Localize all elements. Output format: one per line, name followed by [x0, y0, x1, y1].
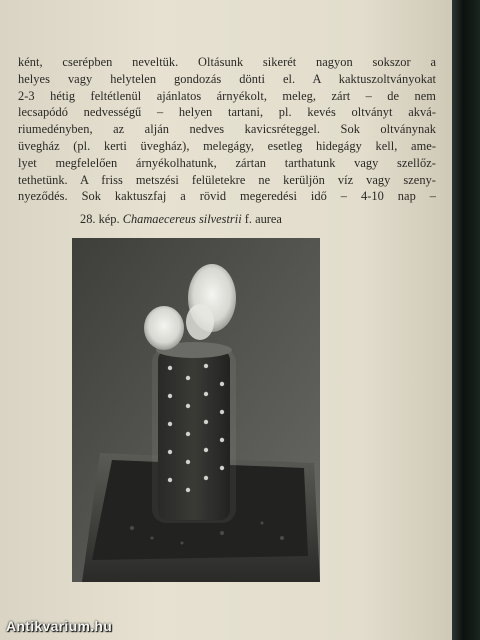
cactus-photo — [72, 238, 320, 582]
text-line: nyeződés. Sok kaktuszfaj a rövid megeredési idő – 4-10 nap – — [18, 189, 436, 204]
text-line: helyes vagy helytelen gondozás dönti el. A kaktuszoltványokat — [18, 71, 436, 86]
caption-number: 28. kép. — [80, 212, 120, 226]
text-line: tethetünk. A friss metszési felületekre ne kerüljön víz vagy szeny- — [18, 172, 436, 187]
caption-form: f. aurea — [244, 212, 282, 226]
text-line: lecsapódó nedvességű – helyen tartani, pl. kevés oltványt akvá- — [18, 105, 436, 120]
watermark: Antikvarium.hu — [6, 618, 113, 634]
body-text — [18, 54, 436, 205]
figure-caption — [80, 212, 380, 227]
text-line: lyet megfelelően árnyékolhatunk, zártan tarthatunk vagy szellőz- — [18, 155, 436, 170]
book-cover-edge — [452, 0, 480, 640]
text-line: 2-3 hétig feltétlenül ajánlatos árnyékolt, meleg, zárt – de nem — [18, 88, 436, 103]
caption-species: Chamaecereus silvestrii — [122, 212, 242, 226]
text-line: üvegház (pl. kerti üvegház), melegágy, esetleg hidegágy kell, ame- — [18, 138, 436, 153]
text-line: ként, cserépben neveltük. Oltásunk sikerét nagyon sokszor a — [18, 55, 436, 69]
text-line: riumedényben, az alján nedves kavicsréteggel. Sok oltványnak — [18, 122, 436, 137]
